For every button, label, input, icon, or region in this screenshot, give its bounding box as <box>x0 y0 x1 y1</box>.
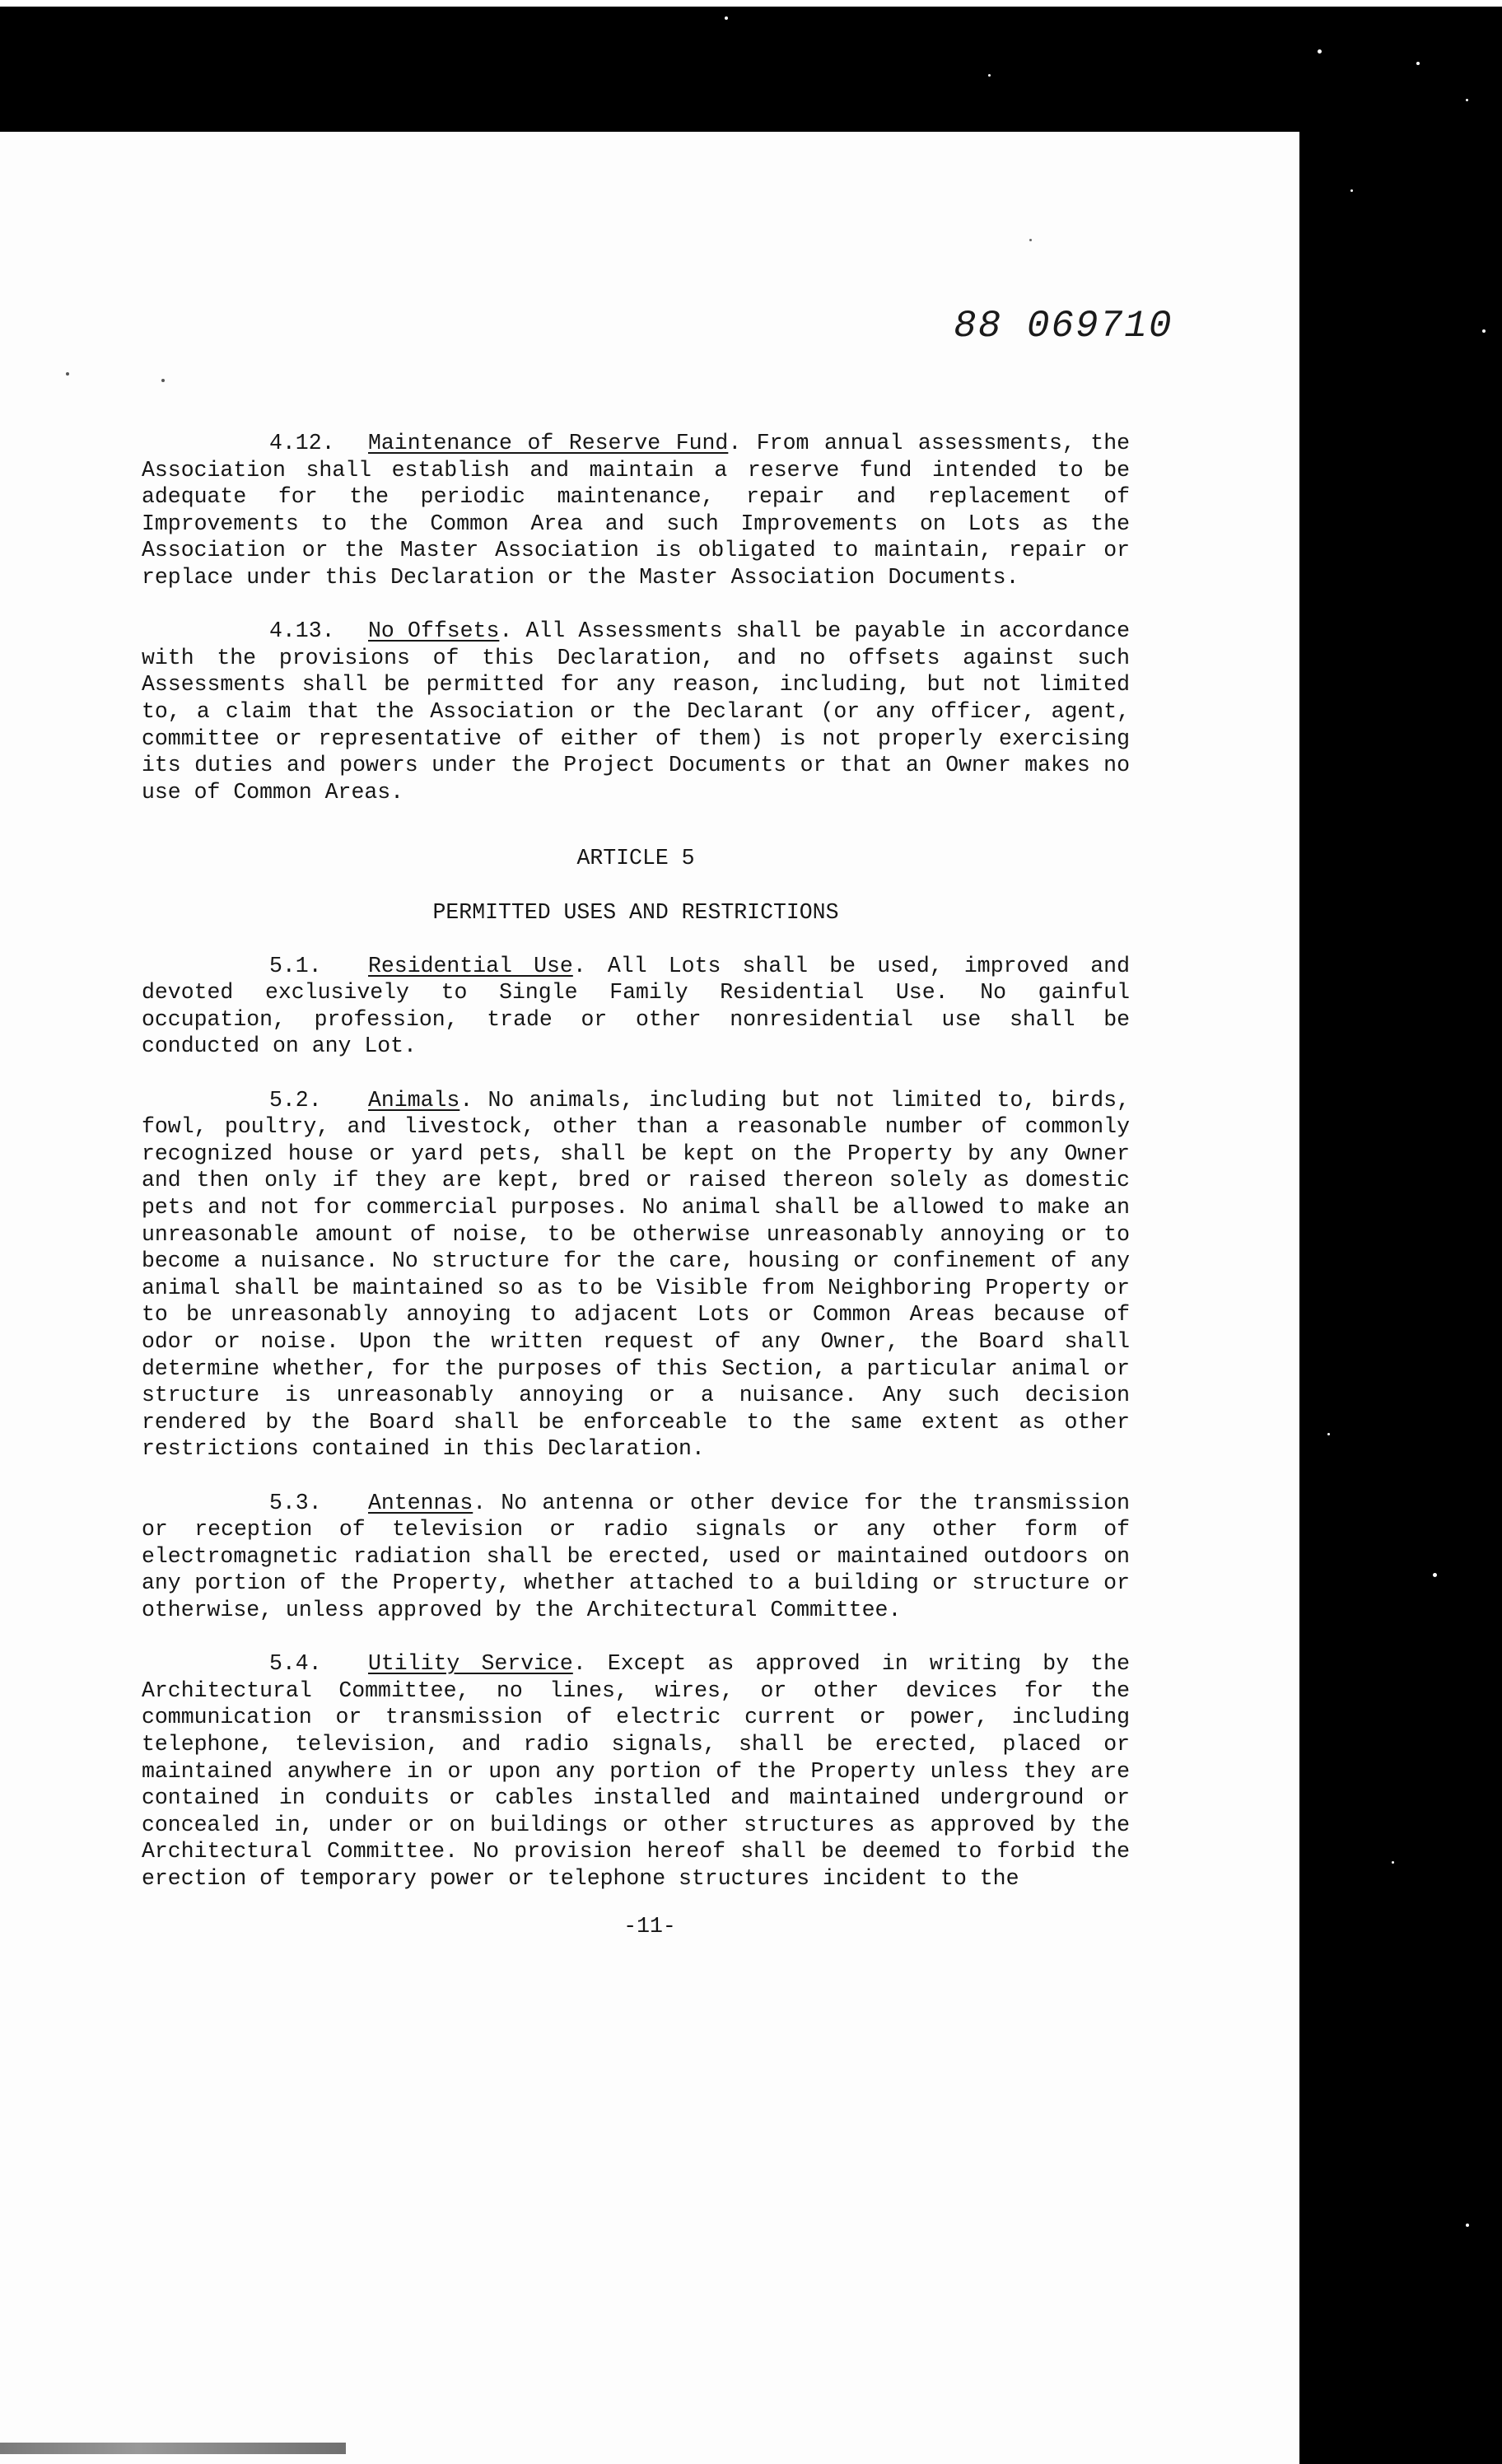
section-title: Residential Use <box>368 953 573 978</box>
section-text: . No antenna or other device for the transmission or reception of television or radio signals or any other form of electromagnetic radiation shall be erected, used or maintained outdoors on any portion of the Property, whether attached to a building or structure or otherwise, unless approved by the Architectural Committee. <box>142 1490 1130 1622</box>
section-5-1 <box>142 953 1130 1060</box>
document-number: 88 069710 <box>954 305 1173 348</box>
section-title: Antennas <box>368 1490 473 1515</box>
scan-speck <box>1392 1861 1394 1864</box>
section-text: . No animals, including but not limited to, birds, fowl, poultry, and livestock, other than a reasonable number of commonly recognized house or yard pets, shall be kept on the Property by any Owner and then only if they are kept, bred or raised thereon solely as domestic pets and not for commercial purposes. No animal shall be allowed to make an unreasonable amount of noise, to be otherwise unreasonably annoying or to become a nuisance. No structure for the care, housing or confinement of any animal shall be maintained so as to be Visible from Neighboring Property or to be unreasonably annoying to adjacent Lots or Common Areas because of odor or noise. Upon the written request of any Owner, the Board shall determine whether, for the purposes of this Section, a particular animal or structure is unreasonably annoying or a nuisance. Any such decision rendered by the Board shall be enforceable to the same extent as other restrictions contained in this Declaration. <box>142 1087 1130 1462</box>
scan-speck <box>66 372 69 376</box>
section-title: No Offsets <box>368 618 500 644</box>
scan-speck <box>1466 99 1468 101</box>
section-title: Animals <box>368 1087 460 1113</box>
section-number: 5.4. <box>269 1651 322 1677</box>
scan-speck <box>1416 62 1420 65</box>
section-5-3 <box>142 1490 1130 1624</box>
scan-speck <box>1318 49 1322 54</box>
section-5-4 <box>142 1650 1130 1892</box>
scan-speck <box>1350 189 1353 192</box>
section-text: . All Assessments shall be payable in accordance with the provisions of this Declaration, and no offsets against such Assessments shall be permitted for any reason, including, but not limited to, a claim that the Association or the Declarant (or any officer, agent, committee or representative of either of them) is not properly exercising its duties and powers under the Project Documents or that an Owner makes no use of Common Areas. <box>142 618 1130 805</box>
scan-speck <box>988 74 991 77</box>
article-subheading: PERMITTED USES AND RESTRICTIONS <box>432 899 839 925</box>
document-body <box>142 430 1130 1919</box>
scan-artifact <box>0 2443 346 2454</box>
scan-speck <box>1482 329 1486 333</box>
section-number: 5.3. <box>269 1490 322 1515</box>
section-title: Maintenance of Reserve Fund <box>368 431 729 455</box>
section-4-13 <box>142 618 1130 805</box>
section-number: 5.2. <box>269 1087 322 1113</box>
scan-edge-top <box>0 0 1502 7</box>
section-number: 4.12. <box>269 431 335 455</box>
section-5-2 <box>142 1087 1130 1463</box>
scan-speck <box>1327 1433 1330 1435</box>
section-text: . From annual assessments, the Association shall establish and maintain a reserve fund intended to be adequate for the periodic maintenance, repair and replacement of Improvements to the Common Area and such Improvements on Lots as the Association or the Master Association is obligated to maintain, repair or replace under this Declaration or the Master Association Documents. <box>142 431 1131 590</box>
section-number: 5.1. <box>269 953 322 978</box>
section-number: 4.13. <box>269 618 335 644</box>
section-title: Utility Service <box>368 1651 573 1677</box>
scan-speck <box>161 379 165 382</box>
page-number: -11- <box>623 1914 676 1939</box>
scan-speck <box>1466 2224 1469 2227</box>
section-text: . All Lots shall be used, improved and devoted exclusively to Single Family Residential Use. No gainful occupation, profession, trade or other nonresidential use shall be conducted on any Lot. <box>142 953 1130 1059</box>
scan-speck <box>1433 1573 1437 1577</box>
scan-speck <box>725 16 728 20</box>
scan-speck <box>1029 239 1032 241</box>
section-text: . Except as approved in writing by the Architectural Committee, no lines, wires, or other devices for the communication or transmission of electric current or power, including telephone, television, and radio signals, shall be erected, placed or maintained anywhere in or upon any portion of the Property unless they are contained in conduits or cables installed and maintained underground or concealed in, under or on buildings or other structures as approved by the Architectural Committee. No provision hereof shall be deemed to forbid the erection of temporary power or telephone structures incident to the <box>142 1651 1130 1891</box>
article-heading: ARTICLE 5 <box>576 846 695 871</box>
section-4-12 <box>142 430 1130 591</box>
